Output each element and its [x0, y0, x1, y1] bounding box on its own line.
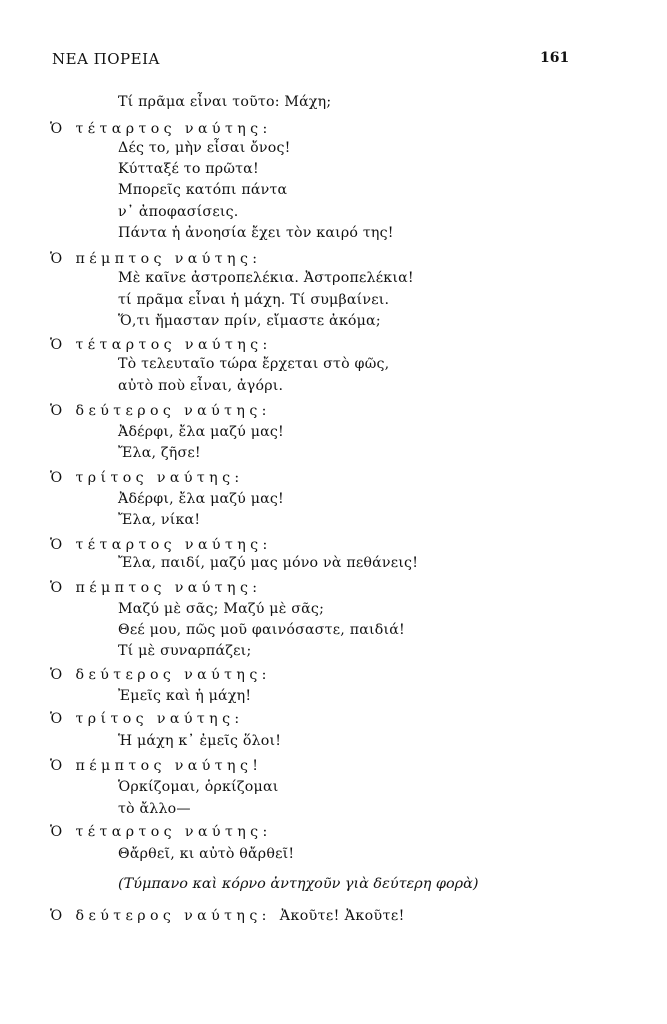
verse-line: Τί πρᾶμα εἶναι τοῦτο: Μάχη; — [118, 94, 332, 110]
verse-line: Ἔλα, ζῆσε! — [118, 445, 201, 461]
verse-line: τί πρᾶμα εἶναι ἡ μάχη. Τί συμβαίνει. — [118, 292, 390, 308]
verse-line: Ἔλα, νίκα! — [118, 512, 201, 528]
speaker-label: Ὁ τέταρτος ναύτης: — [50, 121, 272, 137]
verse-line: Ἀδέρφι, ἔλα μαζύ μας! — [118, 491, 284, 507]
verse-line: Ὁρκίζομαι, ὁρκίζομαι — [118, 779, 279, 795]
verse-line: Ἡ μάχη κ᾽ ἐμεῖς ὅλοι! — [118, 733, 282, 749]
verse-line: Μπορεῖς κατόπι πάντα — [118, 182, 288, 198]
speaker-label: Ὁ τέταρτος ναύτης: — [50, 824, 272, 840]
verse-line: Τί μὲ συναρπάζει; — [118, 643, 252, 659]
speaker-label: Ὁ τέταρτος ναύτης: — [50, 537, 272, 553]
speaker-label: Ὁ δεύτερος ναύτης: — [50, 667, 271, 683]
stage-direction: (Τύμπανο καὶ κόρνο ἀντηχοῦν γιὰ δεύτερη φορὰ) — [118, 876, 479, 892]
speaker-line — [50, 907, 405, 925]
speaker-label: Ὁ τρίτος ναύτης: — [50, 470, 244, 486]
speaker-label: Ὁ πέμπτος ναύτης! — [50, 758, 263, 774]
verse-line: Θἄρθεῖ, κι αὐτὸ θἄρθεῖ! — [118, 846, 295, 862]
verse-line: Ἀκοῦτε! Ἀκοῦτε! — [279, 908, 405, 924]
speaker-label: Ὁ τρίτος ναύτης: — [50, 711, 244, 727]
verse-line: αὐτὸ ποὺ εἶναι, ἀγόρι. — [118, 378, 284, 394]
speaker-label: Ὁ πέμπτος ναύτης: — [50, 580, 262, 596]
speaker-label: Ὁ δεύτερος ναύτης: — [50, 403, 271, 419]
verse-line: Ὅ,τι ἤμασταν πρίν, εἴμαστε ἀκόμα; — [118, 313, 381, 329]
verse-line: Δές το, μὴν εἶσαι ὄνος! — [118, 140, 291, 156]
verse-line: Τὸ τελευταῖο τώρα ἔρχεται στὸ φῶς, — [118, 356, 390, 372]
page-number: 161 — [540, 50, 570, 66]
speaker-label: Ὁ πέμπτος ναύτης: — [50, 251, 262, 267]
verse-line: Ἔλα, παιδί, μαζύ μας μόνο νὰ πεθάνεις! — [118, 555, 419, 571]
verse-line: Μαζύ μὲ σᾶς; Μαζύ μὲ σᾶς; — [118, 601, 325, 617]
verse-line: ν᾽ ἀποφασίσεις. — [118, 204, 239, 220]
verse-line: Ἐμεῖς καὶ ἡ μάχη! — [118, 688, 252, 704]
verse-line: Πάντα ἡ ἀνοησία ἔχει τὸν καιρό της! — [118, 225, 394, 241]
verse-line: Ἀδέρφι, ἔλα μαζύ μας! — [118, 424, 284, 440]
verse-line: Κύτταξέ το πρῶτα! — [118, 161, 259, 177]
verse-line: Θεέ μου, πῶς μοῦ φαινόσαστε, παιδιά! — [118, 622, 405, 638]
speaker-label: Ὁ τέταρτος ναύτης: — [50, 337, 272, 353]
speaker-label: Ὁ δεύτερος ναύτης: — [50, 908, 271, 924]
running-header-title: ΝΕΑ ΠΟΡΕΙΑ — [52, 50, 160, 68]
verse-line: Μὲ καῖνε ἀστροπελέκια. Ἀστροπελέκια! — [118, 270, 414, 286]
verse-line: τὸ ἄλλο— — [118, 801, 191, 817]
